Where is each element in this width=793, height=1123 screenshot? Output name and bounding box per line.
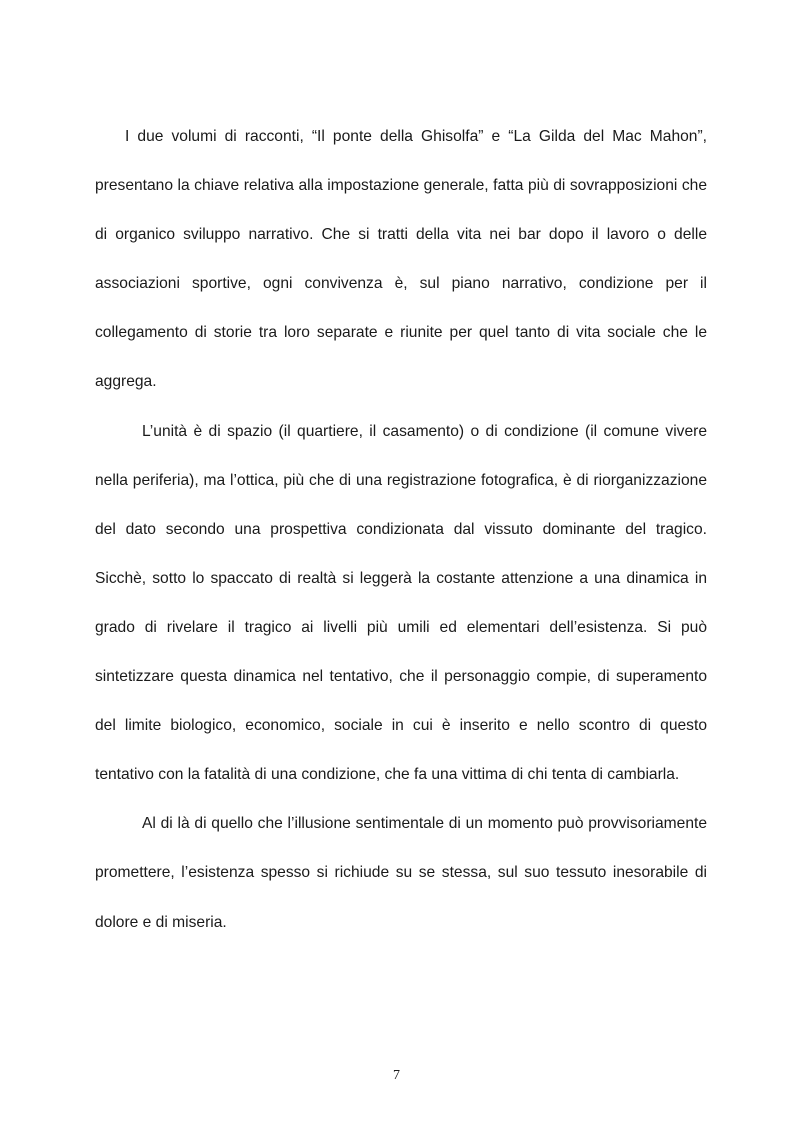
- paragraph-1: I due volumi di racconti, “Il ponte della Ghisolfa” e “La Gilda del Mac Mahon”, presentano la chiave relativa alla impostazione generale, fatta più di sovrapposizioni che di organico sviluppo narrativo. Che si tratti della vita nei bar dopo il lavoro o delle associazioni sportive, ogni convivenza è, sul piano narrativo, condizione per il collegamento di storie tra loro separate e riunite per quel tanto di vita sociale che le aggrega.: [95, 128, 707, 391]
- paragraph-2: L’unità è di spazio (il quartiere, il casamento) o di condizione (il comune vivere nella periferia), ma l’ottica, più che di una registrazione fotografica, è di riorganizzazione del dato secondo una prospettiva condizionata dal vissuto dominante del tragico. Sicchè, sotto lo spaccato di realtà si leggerà la costante attenzione a una dinamica in grado di rivelare il tragico ai livelli più umili ed elementari dell’esistenza. Si può sintetizzare questa dinamica nel tentativo, che il personaggio compie, di superamento del limite biologico, economico, sociale in cui è inserito e nello scontro di questo tentativo con la fatalità di una condizione, che fa una vittima di chi tenta di cambiarla.: [95, 422, 707, 784]
- page-number: 7: [393, 1068, 400, 1083]
- body-text: [95, 112, 707, 947]
- paragraph-3: Al di là di quello che l’illusione sentimentale di un momento può provvisoriamente promettere, l’esistenza spesso si richiude su se stessa, sul suo tessuto inesorabile di dolore e di miseria.: [95, 815, 707, 931]
